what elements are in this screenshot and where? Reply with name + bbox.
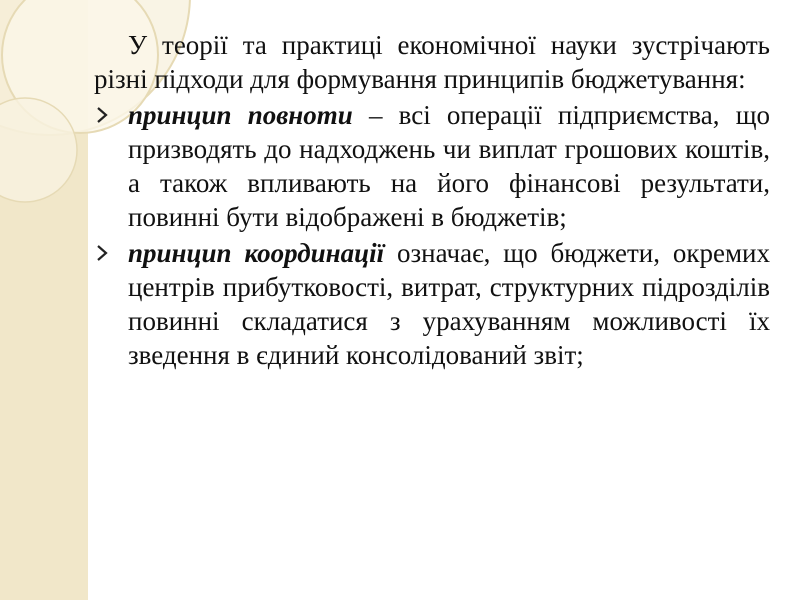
bullet-arrow-icon — [94, 98, 114, 132]
principle-description: – всі операції підприємства, що призводять до надходжень чи виплат грошових коштів, а також впливають на його фінансові результати, повинні бути відображені в бюджетів; — [128, 100, 770, 232]
intro-paragraph: У теорії та практиці економічної науки зустрічають різні підходи для формування принципів бюджетування: — [94, 30, 770, 94]
bullet-arrow-icon — [94, 236, 114, 270]
principle-description: означає, що бюджети, окремих центрів прибутковості, витрат, структурних підрозділів повинні складатися з урахуванням можливості їх зведення в єдиний консолідований звіт; — [128, 238, 770, 370]
principle-term: принцип координації — [128, 238, 385, 268]
principle-term: принцип повноти — [128, 100, 353, 130]
list-item-completeness-principle — [94, 98, 770, 234]
slide-content — [94, 28, 770, 372]
principles-list — [94, 98, 770, 372]
list-item-coordination-principle — [94, 236, 770, 372]
